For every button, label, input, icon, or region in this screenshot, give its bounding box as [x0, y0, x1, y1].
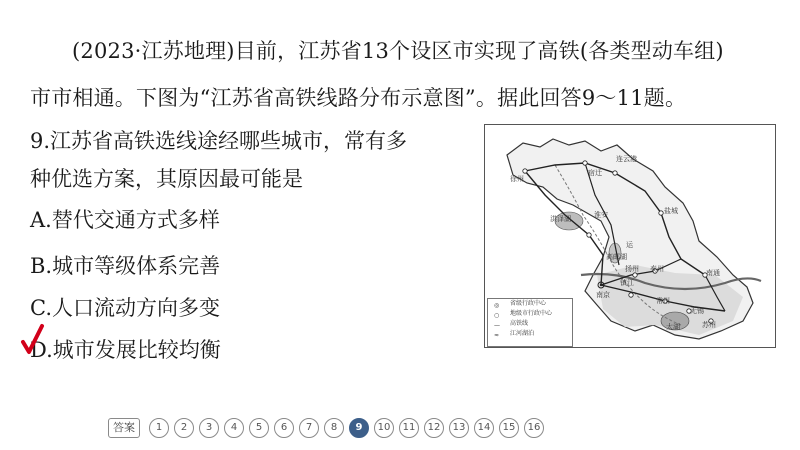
legend-label: 地级市行政中心: [510, 310, 553, 317]
page-1-button[interactable]: 1: [149, 418, 169, 438]
legend-row-prefecture-city: [488, 309, 572, 319]
lake-label-gaoyou: 高邮湖: [606, 253, 627, 261]
page-5-button[interactable]: 5: [249, 418, 269, 438]
city-label-wuxi: 无锡: [690, 307, 704, 315]
city-label-yancheng: 盐城: [664, 207, 678, 215]
city-label-zhenjiang: 镇江: [620, 279, 634, 287]
city-label-huaian: 淮安: [594, 211, 608, 219]
page-15-button[interactable]: 15: [499, 418, 519, 438]
page-10-button[interactable]: 10: [374, 418, 394, 438]
legend-label: 省级行政中心: [510, 300, 547, 307]
page-3-button[interactable]: 3: [199, 418, 219, 438]
correct-answer-check-icon: [20, 322, 48, 358]
city-label-changzhou: 常州: [656, 297, 670, 305]
city-label-nanjing: 南京: [596, 291, 610, 299]
canal-label: 运: [626, 241, 633, 249]
legend-row-provincial-capital: [488, 299, 572, 309]
page-11-button[interactable]: 11: [399, 418, 419, 438]
legend-label: 高铁线: [510, 320, 529, 327]
water-icon: ≈: [494, 332, 500, 339]
page-2-button[interactable]: 2: [174, 418, 194, 438]
legend-row-water: [488, 329, 572, 339]
city-label-suqian: 宿迁: [588, 169, 602, 177]
city-label-nantong: 南通: [706, 269, 720, 277]
provincial-capital-icon: ◎: [494, 302, 500, 309]
question-stem: [30, 28, 775, 122]
stem-line-1: (2023·江苏地理)目前，江苏省13个设区市实现了高铁(各类型动车组): [72, 39, 724, 63]
legend-row-rail: [488, 319, 572, 329]
city-label-yangzhou: 扬州: [625, 265, 639, 273]
question-9: [30, 122, 407, 198]
page-8-button[interactable]: 8: [324, 418, 344, 438]
rail-line-icon: —: [494, 322, 500, 329]
prefecture-city-icon: ○: [494, 312, 500, 319]
city-label-lianyungang: 连云港: [616, 155, 637, 163]
legend-label: 江河湖泊: [510, 330, 535, 337]
option-a[interactable]: A.替代交通方式多样: [30, 208, 220, 232]
page-13-button[interactable]: 13: [449, 418, 469, 438]
stem-line-2: 市市相通。下图为“江苏省高铁线路分布示意图”。据此回答9～11题。: [30, 86, 687, 110]
page-12-button[interactable]: 12: [424, 418, 444, 438]
page-6-button[interactable]: 6: [274, 418, 294, 438]
answer-button[interactable]: 答案: [108, 418, 140, 438]
option-b[interactable]: B.城市等级体系完善: [30, 254, 221, 278]
lake-label-taihu: 太湖: [666, 323, 680, 331]
option-c[interactable]: C.人口流动方向多变: [30, 296, 220, 320]
page-4-button[interactable]: 4: [224, 418, 244, 438]
option-d[interactable]: D.城市发展比较均衡: [30, 338, 221, 362]
page-16-button[interactable]: 16: [524, 418, 544, 438]
lake-label-hongze: 洪泽湖: [550, 215, 571, 223]
page-14-button[interactable]: 14: [474, 418, 494, 438]
page-7-button[interactable]: 7: [299, 418, 319, 438]
city-label-xuzhou: 徐州: [510, 175, 524, 183]
city-label-taizhou: 泰州: [650, 265, 664, 273]
question-pager: [108, 417, 544, 439]
question-text-line-1: 9.江苏省高铁选线途经哪些城市，常有多: [30, 129, 408, 153]
question-text-line-2: 种优选方案，其原因最可能是: [30, 167, 303, 191]
page-9-button[interactable]: 9: [349, 418, 369, 438]
city-label-suzhou: 苏州: [702, 321, 716, 329]
map-legend: [487, 298, 573, 347]
